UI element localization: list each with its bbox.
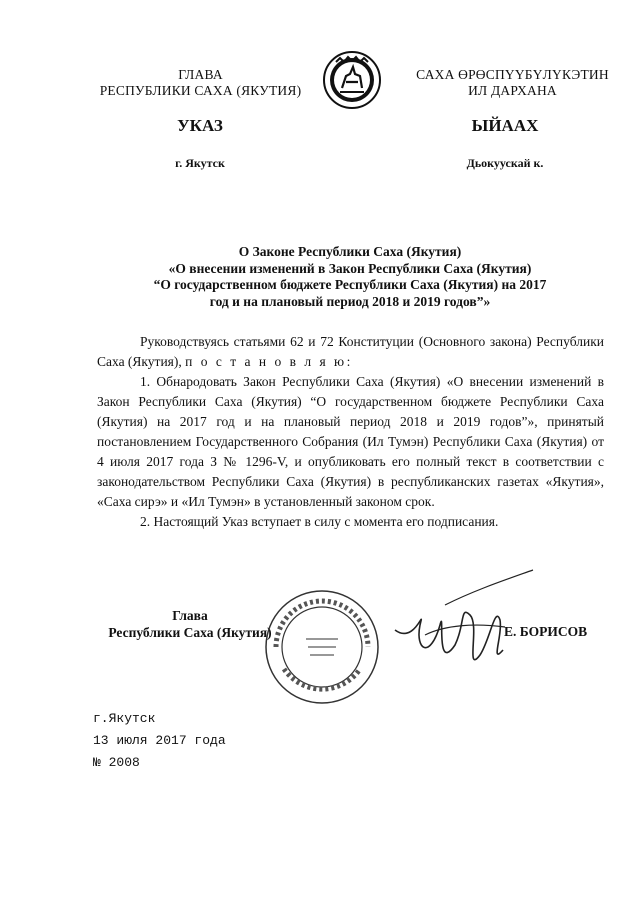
preamble-resolve: п о с т а н о в л я ю: <box>185 354 353 369</box>
title-line-2: «О внесении изменений в Закон Республики Саха (Якутия) <box>168 260 532 276</box>
preamble-text: Руководствуясь статьями 62 и 72 Конституции (Основного закона) Республики Саха (Якутия), <box>97 334 604 369</box>
footer-city: г.Якутск <box>93 711 156 726</box>
footer-date: 13 июля 2017 года <box>93 733 226 748</box>
decree-footer <box>93 708 226 774</box>
title-line-1: О Законе Республики Саха (Якутия) <box>238 244 462 259</box>
item-2: 2. Настоящий Указ вступает в силу с момента его подписания. <box>140 514 499 529</box>
decree-body <box>97 332 604 532</box>
signatory-title-line1: Глава <box>172 608 208 623</box>
signatory-title-line2: Республики Саха (Якутия) <box>108 625 272 640</box>
coat-of-arms-icon <box>322 50 382 110</box>
header-right <box>400 67 625 99</box>
signatory-name: Е. БОРИСОВ <box>504 624 588 639</box>
preamble-paragraph <box>97 332 604 372</box>
decree-kind-left: УКАЗ <box>177 116 223 135</box>
title-line-3: “О государственном бюджете Республики Саха (Якутия) на 2017 <box>153 277 547 292</box>
title-line-4: год и на плановый период 2018 и 2019 годов”» <box>209 293 491 309</box>
official-seal-icon <box>262 587 382 707</box>
header-left-line1: ГЛАВА <box>178 67 223 82</box>
handwritten-signature-icon <box>385 565 535 715</box>
footer-number: № 2008 <box>93 755 140 770</box>
city-right: Дьокуускай к. <box>466 156 544 170</box>
header-left <box>88 67 313 99</box>
header-left-line2: РЕСПУБЛИКИ САХА (ЯКУТИЯ) <box>99 83 302 98</box>
header-right-line1: САХА ӨРӨСПҮҮБҮЛҮКЭТИН <box>416 67 609 82</box>
item-1: 1. Обнародовать Закон Республики Саха (Якутия) «О внесении изменений в Закон Республики Саха (Якутия) “О государственном бюджете Республики Саха (Якутия) на 2017 год и на плановый период 2018 и 2019 годов”», принятый постановлением Государственного Собрания (Ил Тумэн) Республики Саха (Якутия) от 4 июля 2017 года З № 1296-V, и опубликовать его полный текст в соответствии с законодательством Республики Саха (Якутия) в республиканских газетах «Якутия», «Саха сирэ» и «Ил Тумэн» в установленный законом срок. <box>97 374 604 509</box>
city-left: г. Якутск <box>175 156 225 170</box>
decree-title <box>90 244 610 310</box>
signatory-title <box>90 607 290 641</box>
header-right-line2: ИЛ ДАРХАНА <box>468 83 557 98</box>
decree-kind-right: ЫЙААХ <box>471 116 539 135</box>
